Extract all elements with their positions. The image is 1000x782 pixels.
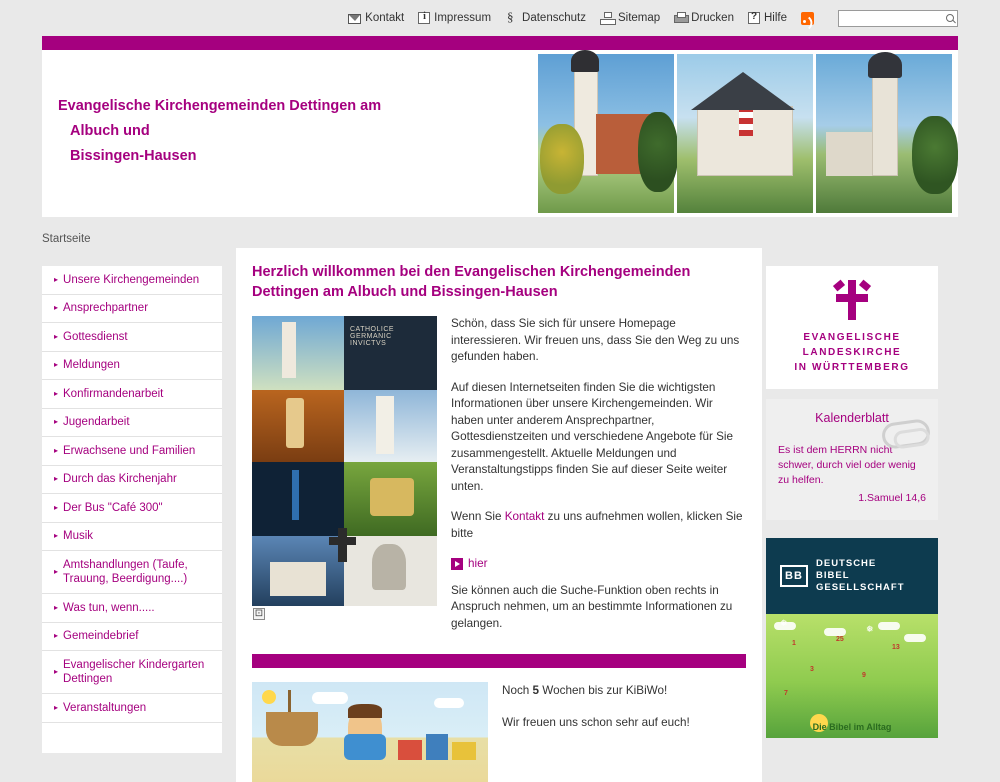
chevron-right-icon: ▸ (54, 702, 59, 712)
cloud-row (766, 622, 938, 642)
section-divider-bar (252, 654, 746, 668)
sidebar-item-gemeindebrief[interactable] (42, 623, 222, 652)
kalenderblatt-title: Kalenderblatt (815, 411, 889, 425)
image-zoom-icon[interactable]: ⊡ (254, 608, 264, 619)
contact-post: zu uns aufnehmen wollen, klicken Sie bitte (451, 510, 743, 540)
photo-detail (638, 112, 678, 192)
sidebar-nav (42, 266, 222, 753)
calendar-day-number: 25 (836, 636, 844, 643)
rss-icon (801, 12, 814, 25)
breadcrumb[interactable]: Startseite (42, 233, 91, 245)
contact-pre: Wenn Sie (451, 510, 505, 523)
collage-tile (252, 536, 344, 606)
landeskirche-logo-box[interactable] (766, 266, 938, 389)
topnav-label: Sitemap (617, 12, 661, 24)
news-line-1 (502, 682, 690, 700)
sidebar-item-label: Evangelischer Kindergarten Dettingen (63, 659, 205, 685)
landeskirche-line1: EVANGELISCHE LANDESKIRCHE (802, 332, 902, 358)
site-header (42, 50, 958, 217)
calendar-day-number: 7 (784, 690, 788, 697)
sun-icon (262, 690, 276, 704)
calendar-day-number: 3 (810, 666, 814, 673)
kalenderblatt-verse (778, 443, 926, 506)
topnav-item-rss[interactable] (801, 12, 814, 25)
topnav-label: Impressum (434, 12, 492, 24)
dbg-line1: DEUTSCHE (816, 558, 877, 569)
hier-link-row[interactable] (451, 556, 746, 573)
kontakt-link[interactable]: Kontakt (504, 510, 545, 523)
chevron-right-icon: ▸ (54, 303, 59, 313)
sidebar-item-label: Erwachsene und Familien (63, 444, 196, 457)
snowflake-icon: ❅ (866, 624, 874, 634)
chevron-right-icon: ▸ (54, 388, 59, 398)
sidebar-spacer (42, 723, 222, 753)
church-photo-bissingen (677, 54, 813, 213)
sidebar-item-label: Gemeindebrief (63, 630, 139, 643)
sidebar-item-der-bus-cafe-300[interactable] (42, 494, 222, 523)
news-weeks-count: 5 (532, 684, 540, 697)
intro-paragraph-2: Auf diesen Internetseiten finden Sie die wichtigsten Informationen über unsere Kirchengemeinden. Wir haben unter anderem Ansprechpartner, Gottesdienstzeiten und verschiedene Angebote für Sie zusammengestellt. Aktuelle Meldungen und Veranstaltungstipps finden Sie auf dieser Seite weiter unten. (451, 380, 733, 493)
cloud-icon (312, 692, 348, 704)
paragraph-icon (505, 12, 518, 24)
photo-detail (691, 72, 795, 110)
evangelische-landeskirche-cross-icon (832, 280, 872, 320)
sidebar-item-konfirmandenarbeit[interactable] (42, 380, 222, 409)
intro-section (252, 316, 746, 646)
chevron-right-icon: ▸ (54, 502, 59, 512)
site-title-line2: Albuch und (70, 123, 150, 139)
dbg-logo-text (816, 558, 905, 594)
sidebar-item-amtshandlungen[interactable] (42, 551, 222, 594)
church-photo-dettingen (538, 54, 674, 213)
deutsche-bibelgesellschaft-banner[interactable] (766, 538, 938, 738)
main-content (236, 248, 762, 782)
chevron-right-icon: ▸ (54, 631, 59, 641)
topnav-item-drucken[interactable] (674, 12, 734, 24)
collage-tile (252, 390, 344, 462)
sidebar-item-label: Durch das Kirchenjahr (63, 473, 177, 486)
sidebar-item-label: Veranstaltungen (63, 701, 147, 714)
topnav-label: Drucken (691, 12, 734, 24)
dbg-logo-icon: BB (780, 565, 808, 587)
sidebar-item-label: Der Bus "Café 300" (63, 501, 163, 514)
church-photo-hausen (816, 54, 952, 213)
kibiwo-illustration[interactable] (252, 682, 488, 782)
illustration-detail (452, 742, 476, 760)
printer-icon (674, 12, 687, 24)
collage-tile (252, 316, 344, 390)
topnav-item-impressum[interactable] (418, 12, 491, 24)
topnav-label: Kontakt (365, 12, 405, 24)
chevron-right-icon: ▸ (54, 474, 59, 484)
topnav-item-kontakt[interactable] (348, 12, 404, 24)
topnav-item-sitemap[interactable] (600, 12, 660, 24)
intro-text (451, 316, 746, 646)
topnav-item-hilfe[interactable] (748, 12, 787, 24)
contact-paragraph (451, 509, 746, 542)
illustration-detail (426, 734, 448, 760)
collage-tile (344, 536, 437, 606)
calendar-day-number: 13 (892, 644, 900, 651)
cross-icon (338, 528, 347, 562)
photo-detail (912, 116, 958, 194)
play-icon (451, 558, 463, 570)
illustration-detail (348, 704, 382, 718)
site-title-line1: Evangelische Kirchengemeinden Dettingen am (58, 98, 382, 114)
intro-paragraph-3: Sie können auch die Suche-Funktion oben rechts in Anspruch nehmen, um an bestimmte Informationen zu gelangen. (451, 583, 733, 630)
photo-detail (826, 132, 876, 176)
topnav-label: Datenschutz (522, 12, 586, 24)
sidebar-item-veranstaltungen[interactable] (42, 694, 222, 723)
mail-icon (348, 14, 361, 24)
page-title: Herzlich willkommen bei den Evangelischen Kirchengemeinden Dettingen am Albuch und Bissingen-Hausen (252, 264, 691, 300)
news-line1-pre: Noch (502, 684, 533, 697)
sidebar-item-unsere-kirchengemeinden[interactable] (42, 266, 222, 295)
sidebar-item-label: Musik (63, 530, 94, 543)
sidebar-item-label: Gottesdienst (63, 330, 128, 343)
news-text (502, 682, 690, 782)
cloud-icon (434, 698, 464, 708)
search-icon[interactable] (946, 14, 954, 22)
search-input[interactable] (839, 11, 957, 26)
top-meta-bar (0, 0, 1000, 36)
sidebar-item-evangelischer-kindergarten-dettingen[interactable] (42, 651, 222, 694)
dbg-line2: BIBEL (816, 570, 850, 581)
dbg-caption: Die Bibel im Alltag (812, 722, 892, 732)
sidebar-item-label: Unsere Kirchengemeinden (63, 273, 200, 286)
welcome-collage-image[interactable] (252, 316, 437, 619)
photo-detail (868, 52, 902, 78)
chevron-right-icon: ▸ (54, 417, 59, 427)
chevron-right-icon: ▸ (54, 274, 59, 284)
site-title (42, 50, 538, 217)
kalenderblatt-widget (766, 399, 938, 520)
sidebar-item-label: Meldungen (63, 359, 120, 372)
sidebar-item-label: Ansprechpartner (63, 302, 149, 315)
calendar-day-number: 1 (792, 640, 796, 647)
dbg-calendar-illustration (766, 614, 938, 738)
collage-tile (344, 462, 437, 536)
sitemap-icon (600, 12, 614, 24)
verse-text: Es ist dem HERRN nicht schwer, durch viel oder wenig zu helfen. (778, 444, 916, 486)
collage-tile (252, 462, 344, 536)
chevron-right-icon: ▸ (54, 602, 59, 612)
photo-detail (739, 110, 753, 136)
sidebar-item-jugendarbeit[interactable] (42, 409, 222, 438)
news-section (252, 668, 746, 782)
illustration-detail (344, 734, 386, 760)
photo-detail (540, 124, 584, 194)
chevron-right-icon: ▸ (54, 567, 59, 576)
topnav-label: Hilfe (763, 12, 787, 24)
sidebar-item-musik[interactable] (42, 523, 222, 552)
sidebar-item-label: Jugendarbeit (63, 416, 130, 429)
chevron-right-icon: ▸ (54, 531, 59, 541)
sidebar-item-label: Amtshandlungen (Taufe, Trauung, Beerdigung....) (63, 559, 188, 585)
accent-band (42, 36, 958, 50)
illustration-detail (398, 740, 422, 760)
header-photo-strip (538, 50, 952, 217)
help-icon (748, 12, 760, 24)
calendar-day-number: 9 (862, 672, 866, 679)
sidebar-item-label: Konfirmandenarbeit (63, 387, 164, 400)
dbg-line3: GESELLSCHAFT (816, 582, 905, 593)
sidebar-item-durch-das-kirchenjahr[interactable] (42, 466, 222, 495)
sidebar-item-erwachsene-und-familien[interactable] (42, 437, 222, 466)
news-line1-post: Wochen bis zur KiBiWo! (539, 684, 668, 697)
site-title-line3: Bissingen-Hausen (70, 148, 197, 164)
sidebar-item-label: Was tun, wenn..... (63, 601, 155, 614)
collage-tile (344, 316, 437, 390)
verse-reference: 1.Samuel 14,6 (858, 492, 926, 504)
search-box[interactable] (838, 10, 958, 27)
chevron-right-icon: ▸ (54, 667, 59, 676)
landeskirche-line2: IN WÜRTTEMBERG (794, 362, 910, 373)
sidebar-item-gottesdienst[interactable] (42, 323, 222, 352)
right-column (766, 266, 938, 738)
sidebar-item-meldungen[interactable] (42, 352, 222, 381)
sidebar-item-ansprechpartner[interactable] (42, 295, 222, 324)
collage-tile (344, 390, 437, 462)
sidebar-item-was-tun-wenn[interactable] (42, 594, 222, 623)
chevron-right-icon: ▸ (54, 445, 59, 455)
snowflake-icon: ❅ (780, 618, 788, 628)
chevron-right-icon: ▸ (54, 360, 59, 370)
photo-detail (872, 68, 898, 176)
illustration-detail (266, 712, 318, 746)
topnav-item-datenschutz[interactable] (505, 12, 586, 24)
landeskirche-logo-text (766, 330, 938, 375)
hier-link-label[interactable]: hier (468, 557, 488, 570)
chevron-right-icon: ▸ (54, 331, 59, 341)
top-nav (348, 10, 958, 27)
intro-paragraph-1: Schön, dass Sie sich für unsere Homepage interessieren. Wir freuen uns, dass Sie den Weg zu uns gefunden haben. (451, 317, 740, 363)
news-line-2: Wir freuen uns schon sehr auf euch! (502, 716, 690, 729)
dbg-logo-row (766, 538, 938, 614)
info-icon (418, 12, 430, 24)
